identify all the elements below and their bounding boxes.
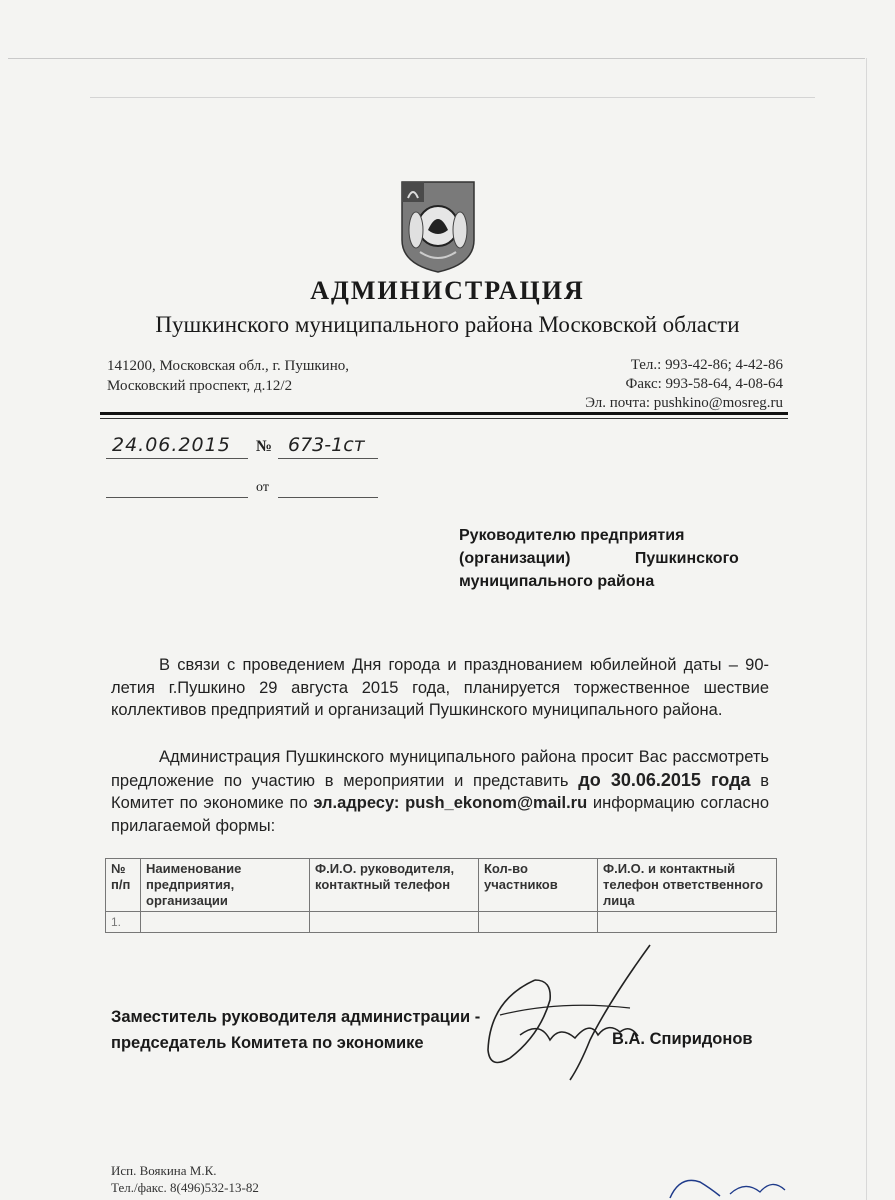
header-rule-thin xyxy=(100,418,788,419)
addressee-line-3: муниципального района xyxy=(459,573,655,590)
addressee-line-1: Руководителю предприятия xyxy=(459,527,685,544)
addressee-block xyxy=(459,524,769,593)
executor-info xyxy=(111,1162,259,1196)
ref-number-underline xyxy=(278,497,378,498)
table-cell xyxy=(479,912,598,933)
addressee-line-2: (организации) Пушкинского xyxy=(459,550,739,567)
registration-number: 673-1ст xyxy=(288,434,365,456)
header-rule-thick xyxy=(100,412,788,415)
table-cell xyxy=(598,912,777,933)
phone-text: Тел.: 993-42-86; 4-42-86 xyxy=(630,357,783,373)
executor-phone: Тел./факс. 8(496)532-13-82 xyxy=(111,1180,259,1195)
p2-deadline: до 30.06.2015 года xyxy=(578,769,751,790)
handwritten-signature xyxy=(480,940,660,1090)
table-header-cell: Наименование предприятия, организации xyxy=(141,859,310,912)
signatory-name: В.А. Спиридонов xyxy=(612,1030,753,1048)
table-header-cell: № п/п xyxy=(106,859,141,912)
scan-edge-line xyxy=(90,97,815,98)
from-label: от xyxy=(256,480,269,495)
org-subtitle: Пушкинского муниципального района Московской области xyxy=(155,312,740,337)
registration-date: 24.06.2015 xyxy=(112,434,231,456)
org-address xyxy=(107,356,349,396)
org-contacts xyxy=(585,356,783,413)
table-row xyxy=(106,912,777,933)
signatory-title-line-1: Заместитель руководителя администрации - xyxy=(111,1008,481,1026)
p2-mid: в Комитет по экономике по xyxy=(111,771,770,812)
address-line-1: 141200, Московская обл., г. Пушкино, xyxy=(107,358,349,374)
p2-email: эл.адресу: push_ekonom@mail.ru xyxy=(313,794,588,812)
table-header-cell: Кол-во участников xyxy=(479,859,598,912)
ref-date-underline xyxy=(106,497,248,498)
executor-name: Исп. Воякина М.К. xyxy=(111,1163,217,1178)
table-cell xyxy=(141,912,310,933)
coat-of-arms-icon xyxy=(398,178,478,274)
table-header-cell: Ф.И.О. руководителя, контактный телефон xyxy=(310,859,479,912)
number-underline xyxy=(278,458,378,459)
scan-edge-right xyxy=(866,58,867,1200)
table-header-cell: Ф.И.О. и контактный телефон ответственного лица xyxy=(598,859,777,912)
number-label: № xyxy=(256,438,273,455)
table-header-row xyxy=(106,859,777,912)
body-paragraph-2 xyxy=(111,746,769,837)
scan-edge-top xyxy=(8,58,865,59)
corner-handwriting xyxy=(660,1170,800,1200)
table-cell xyxy=(310,912,479,933)
address-line-2: Московский проспект, д.12/2 xyxy=(107,378,293,394)
p2-start: Администрация Пушкинского муниципального района просит Вас рассмотреть предложение по участию в мероприятии и представить xyxy=(111,748,769,790)
signatory-title xyxy=(111,1004,480,1056)
date-underline xyxy=(106,458,248,459)
p2-end: информацию согласно прилагаемой формы: xyxy=(111,794,769,835)
org-title: АДМИНИСТРАЦИЯ xyxy=(310,276,585,305)
table-cell: 1. xyxy=(106,912,141,933)
fax-text: Факс: 993-58-64, 4-08-64 xyxy=(625,376,783,392)
body-paragraph-1: В связи с проведением Дня города и празднованием юбилейной даты – 90-летия г.Пушкино 29 августа 2015 года, планируется торжественное шествие коллективов предприятий и организаций Пушкинского муниципального района. xyxy=(111,656,769,719)
email-text: Эл. почта: pushkino@mosreg.ru xyxy=(585,395,783,411)
participation-form-table xyxy=(105,858,777,933)
signatory-title-line-2: председатель Комитета по экономике xyxy=(111,1034,424,1052)
